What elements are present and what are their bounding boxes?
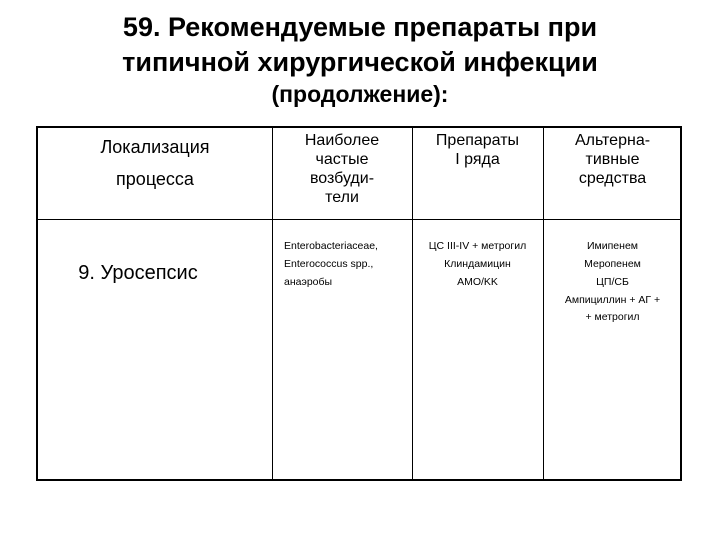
pathogen-item: Enterococcus spp., <box>284 257 374 270</box>
first-line-item: AMO/KK <box>457 275 498 288</box>
alternative-item: Имипенем <box>586 240 638 252</box>
cell-localization: 9. Уросепсис <box>78 262 198 284</box>
alternative-item: Ампициллин + АГ + <box>564 293 661 306</box>
title-line-2: типичной хирургической инфекции <box>122 47 598 78</box>
header-localization <box>38 132 272 195</box>
header-alternatives-line: Альтерна- <box>574 132 651 149</box>
header-pathogens-line: тели <box>325 188 359 206</box>
alternative-item: Меропенем <box>584 257 641 270</box>
header-divider <box>38 219 680 220</box>
cell-alternatives <box>543 238 682 327</box>
header-pathogens-line: Наиболее <box>304 132 380 149</box>
header-alternatives-line: средства <box>578 169 647 187</box>
header-alternatives-line: тивные <box>585 150 640 168</box>
header-alternatives <box>543 132 682 189</box>
cell-first-line <box>412 238 543 292</box>
title-line-1: 59. Рекомендуемые препараты при <box>122 12 598 42</box>
header-pathogens-line: возбуди- <box>309 169 375 187</box>
recommendations-table <box>36 126 682 481</box>
header-localization-line: Локализация <box>100 137 210 157</box>
page-title <box>0 10 720 110</box>
header-first-line <box>412 132 543 170</box>
title-line-3: (продолжение): <box>271 81 449 108</box>
first-line-item: Клиндамицин <box>444 257 511 270</box>
header-localization-line: процесса <box>116 168 194 189</box>
header-pathogens <box>272 132 412 208</box>
cell-pathogens <box>284 238 412 292</box>
pathogen-item: Enterobacteriaceae, <box>284 240 378 252</box>
header-pathogens-line: частые <box>315 150 369 168</box>
first-line-item: ЦС III-IV + метрогил <box>428 240 527 252</box>
header-first-line-line: I ряда <box>455 150 500 168</box>
column-divider-2 <box>412 128 413 479</box>
alternative-item: ЦП/СБ <box>596 275 629 288</box>
pathogen-item: анаэробы <box>284 275 333 288</box>
header-first-line-line: Препараты <box>435 132 520 149</box>
alternative-item: + метрогил <box>585 311 640 324</box>
